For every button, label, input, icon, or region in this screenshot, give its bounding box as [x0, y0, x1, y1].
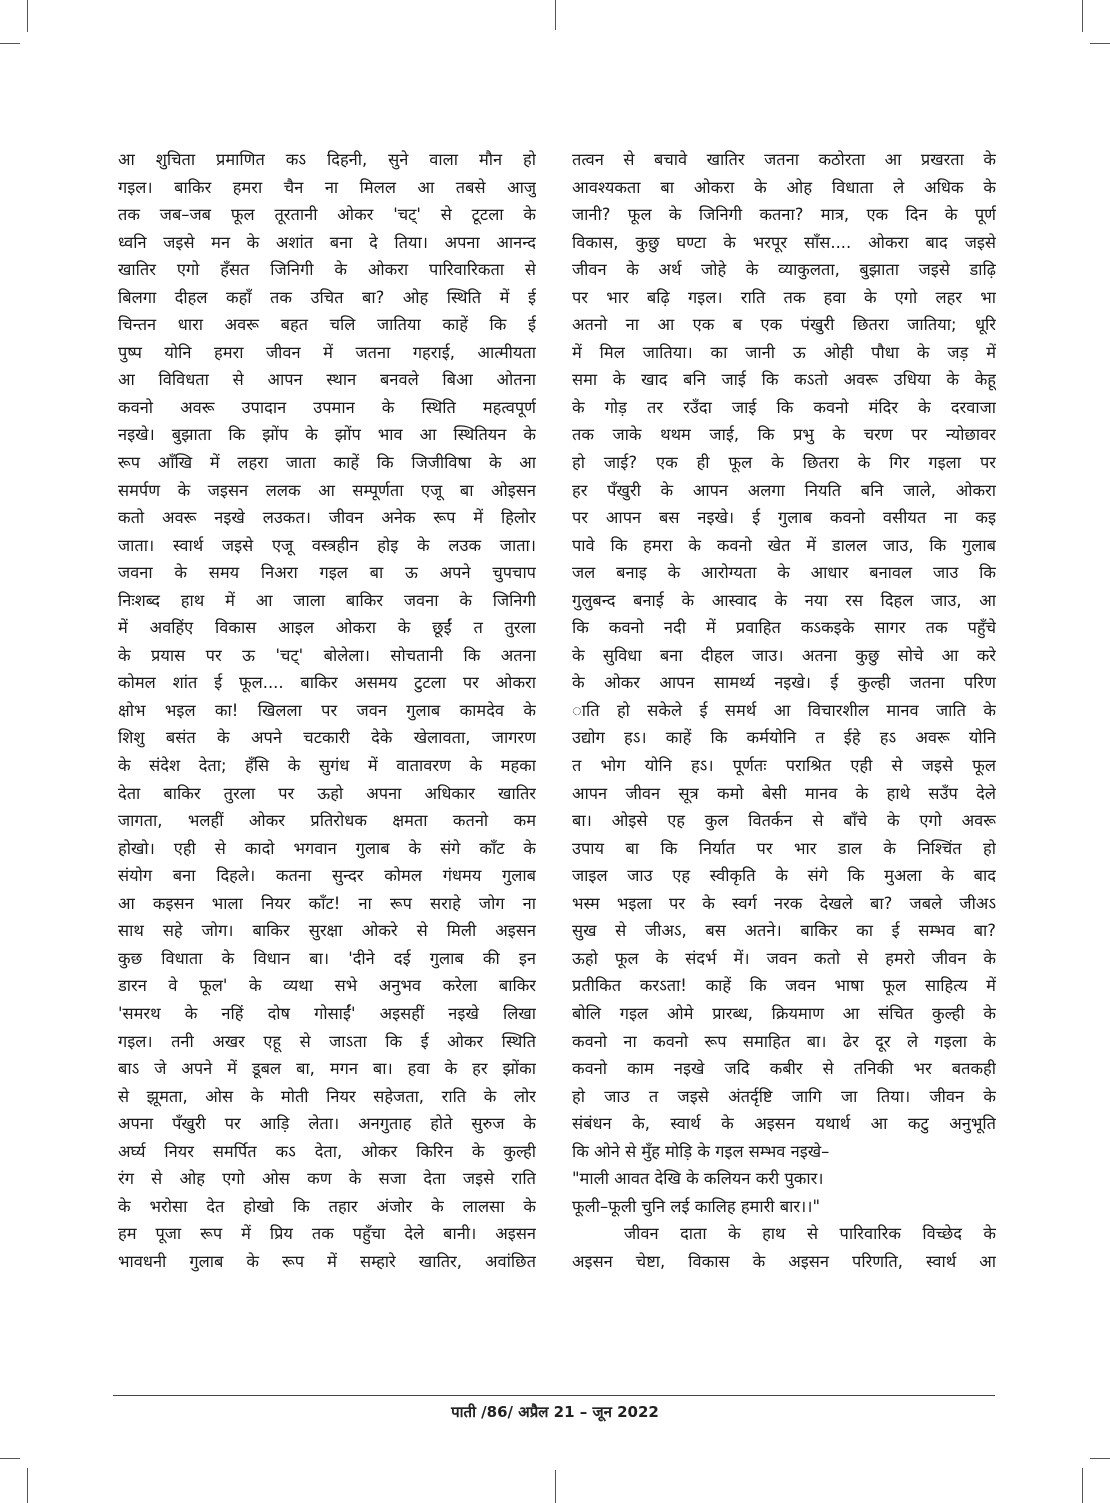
text-line: तक जब–जब फूल तूरतानी ओकर 'चट्' से टूटला के — [118, 205, 536, 225]
text-line: कि कवनो नदी में प्रवाहित कऽकइके सागर तक पहुँचे — [572, 618, 996, 638]
text-line: ध्वनि जइसे मन के अशांत बना दे तिया। अपना आनन्द — [118, 232, 536, 252]
text-line: आ विविधता से आपन स्थान बनवले बिआ ओतना — [118, 370, 536, 390]
text-line: कुछ विधाता के विधान बा। 'दीने दई गुलाब की इन — [118, 948, 536, 968]
left-text-column — [118, 146, 536, 1275]
text-line: संबंधन के, स्वार्थ के अइसन यथार्थ आ कटु अनुभूति — [572, 1114, 996, 1134]
footer-rule — [113, 1395, 995, 1396]
text-line: भस्म भइला पर के स्वर्ग नरक देखले बा? जबले जीअऽ — [572, 893, 996, 913]
text-line: तक जाके थथम जाई, कि प्रभु के चरण पर न्योछावर — [572, 425, 996, 445]
text-line: आवश्यकता बा ओकरा के ओह विधाता ले अधिक के — [572, 177, 996, 197]
text-line: बिलगा दीहल कहाँ तक उचित बा? ओह स्थिति में ई — [118, 287, 536, 307]
text-line: जाता। स्वार्थ जइसे एजू वस्त्रहीन होइ के लउक जाता। — [118, 535, 536, 555]
text-line: ऊहो फूल के संदर्भ में। जवन कतो से हमरो जीवन के — [572, 948, 996, 968]
text-line: के भरोसा देत होखो कि तहार अंजोर के लालसा के — [118, 1196, 536, 1216]
text-line: गुलुबन्द बनाई के आस्वाद के नया रस दिहल जाउ, आ — [572, 590, 996, 610]
text-line: भावधनी गुलाब के रूप में सम्हारे खातिर, अवांछित — [118, 1251, 536, 1271]
text-line: आ शुचिता प्रमाणित कऽ दिहनी, सुने वाला मौन हो — [118, 150, 536, 169]
text-line: कवनो काम नइखे जदि कबीर से तनिकी भर बतकही — [572, 1059, 996, 1079]
text-line: नइखे। बुझाता कि झोंप के झोंप भाव आ स्थितियन के — [118, 425, 536, 445]
text-line: बाऽ जे अपने में डूबल बा, मगन बा। हवा के हर झोंका — [118, 1059, 536, 1079]
text-line: हो जाई? एक ही फूल के छितरा के गिर गइला पर — [572, 453, 996, 473]
text-line: चिन्तन धारा अवरू बहत चलि जातिया काहें कि ई — [118, 315, 536, 335]
text-line: विकास, कुछु घण्टा के भरपूर साँस.... ओकरा बाद जइसे — [572, 232, 996, 252]
text-line: अपना पँखुरी पर आड़ि लेता। अनगुताह होते सुरुज के — [118, 1114, 536, 1134]
text-line: से झूमता, ओस के मोती नियर सहेजता, राति के लोर — [118, 1086, 536, 1106]
right-body-text — [572, 146, 996, 1165]
text-line: ाति हो सकेले ई समर्थ आ विचारशील मानव जाति के — [572, 700, 996, 720]
text-line: कि ओने से मुँह मोड़ि के गइल सम्भव नइखे– — [572, 1141, 830, 1161]
text-line: उद्योग हऽ। काहें कि कर्मयोनि त ईहे हऽ अवरू योनि — [572, 728, 996, 748]
text-line: अतनो ना आ एक ब एक पंखुरी छितरा जातिया; धूरि — [572, 315, 996, 335]
text-line: उपाय बा कि निर्यात पर भार डाल के निश्चिंत हो — [572, 838, 996, 858]
text-line: के गोड़ तर रउँदा जाई कि कवनो मंदिर के दरवाजा — [572, 397, 996, 417]
text-line: बा। ओइसे एह कुल वितर्कन से बाँचे के एगो अवरू — [572, 811, 996, 831]
text-line: प्रतीकित करऽता! काहें कि जवन भाषा फूल साहित्य में — [572, 976, 996, 996]
text-line: जीवन के अर्थ जोहे के व्याकुलता, बुझाता जइसे डाढ़ि — [572, 260, 996, 280]
text-line: हो जाउ त जइसे अंतर्दृष्टि जागि जा तिया। जीवन के — [572, 1086, 996, 1106]
text-line: 'समरथ के नहिं दोष गोसाईं' अइसहीं नइखे लिखा — [118, 1003, 536, 1023]
text-line: हर पँखुरी के आपन अलगा नियति बनि जाले, ओकरा — [572, 480, 996, 500]
text-line: क्षोभ भइल का! खिलला पर जवन गुलाब कामदेव के — [118, 700, 536, 720]
text-line: साथ सहे जोग। बाकिर सुरक्षा ओकरे से मिली अइसन — [118, 921, 536, 941]
text-line: रंग से ओह एगो ओस कण के सजा देता जइसे राति — [118, 1169, 536, 1189]
text-line: बोलि गइल ओमे प्रारब्ध, क्रियमाण आ संचित कुल्ही के — [572, 1003, 996, 1023]
text-line: "माली आवत देखि के कलियन करी पुकार। — [572, 1169, 824, 1189]
text-line: पर आपन बस नइखे। ई गुलाब कवनो वसीयत ना कइ — [572, 508, 996, 528]
page-footer: पाती /86/ अप्रैल 21 – जून 2022 — [451, 1403, 659, 1421]
crop-mark-bottom-right-h — [1090, 1458, 1110, 1459]
text-line: कोमल शांत ई फूल.... बाकिर असमय टुटला पर ओकरा — [118, 673, 536, 693]
text-line: जल बनाइ के आरोग्यता के आधार बनावल जाउ कि — [572, 563, 996, 583]
text-line: के ओकर आपन सामर्थ्य नइखे। ई कुल्ही जतना परिण — [572, 673, 996, 693]
text-line: पर भार बढ़ि गइल। राति तक हवा के एगो लहर भा — [572, 287, 996, 307]
text-line: तत्वन से बचावे खातिर जतना कठोरता आ प्रखरता के — [572, 150, 996, 169]
crop-mark-top-center — [555, 0, 556, 30]
crop-mark-bottom-left-h — [0, 1458, 20, 1459]
text-line: त भोग योनि हऽ। पूर्णतः पराश्रित एही से जइसे फूल — [572, 756, 996, 776]
text-line: डारन वे फूल' के व्यथा सभे अनुभव करेला बाकिर — [118, 976, 536, 996]
text-line: जीवन दाता के हाथ से पारिवारिक विच्छेद के — [624, 1224, 996, 1244]
text-line: पावे कि हमरा के कवनो खेत में डालल जाउ, कि गुलाब — [572, 535, 996, 555]
text-line: गइल। बाकिर हमरा चैन ना मिलल आ तबसे आजु — [118, 177, 536, 197]
text-line: निःशब्द हाथ में आ जाला बाकिर जवना के जिनिगी — [118, 590, 536, 610]
crop-mark-bottom-center — [555, 1470, 556, 1503]
text-line: हम पूजा रूप में प्रिय तक पहुँचा देले बानी। अइसन — [118, 1224, 536, 1244]
text-line: में मिल जातिया। का जानी ऊ ओही पौधा के जड़ में — [572, 342, 996, 362]
crop-mark-bottom-left-v — [27, 1468, 28, 1503]
crop-mark-top-right-h — [1090, 43, 1110, 44]
text-line: के प्रयास पर ऊ 'चट्' बोलेला। सोचतानी कि अतना — [118, 645, 536, 665]
quote-block — [572, 1165, 996, 1220]
text-line: संयोग बना दिहले। कतना सुन्दर कोमल गंधमय गुलाब — [118, 866, 536, 886]
text-line: रूप आँखि में लहरा जाता काहें कि जिजीविषा के आ — [118, 453, 536, 473]
text-line: आपन जीवन सूत्र कमो बेसी मानव के हाथे सउँप देले — [572, 783, 996, 803]
text-line: आ कइसन भाला नियर काँट! ना रूप सराहे जोग ना — [118, 893, 536, 913]
text-line: अइसन चेष्टा, विकास के अइसन परिणति, स्वार्थ आ — [572, 1251, 996, 1271]
text-line: कवनो ना कवनो रूप समाहित बा। ढेर दूर ले गइला के — [572, 1031, 996, 1051]
text-line: पुष्प योनि हमरा जीवन में जतना गहराई, आत्मीयता — [118, 342, 536, 362]
text-line: जवना के समय निअरा गइल बा ऊ अपने चुपचाप — [118, 563, 536, 583]
text-line: जाइल जाउ एह स्वीकृति के संगे कि मुअला के बाद — [572, 866, 996, 886]
text-line: फूली–फूली चुनि लई कालिह हमारी बार।।" — [572, 1196, 821, 1216]
text-line: जागता, भलहीं ओकर प्रतिरोधक क्षमता कतनो कम — [118, 811, 536, 831]
text-line: अर्घ्य नियर समर्पित कऽ देता, ओकर किरिन के कुल्ही — [118, 1141, 536, 1161]
text-line: समर्पण के जइसन ललक आ सम्पूर्णता एजू बा ओइसन — [118, 480, 536, 500]
text-line: कवनो अवरू उपादान उपमान के स्थिति महत्वपूर्ण — [118, 397, 536, 417]
text-line: शिशु बसंत के अपने चटकारी देके खेलावता, जागरण — [118, 728, 536, 748]
text-line: खातिर एगो हँसत जिनिगी के ओकरा पारिवारिकता से — [118, 260, 536, 280]
text-line: समा के खाद बनि जाई कि कऽतो अवरू उधिया के केहू — [572, 370, 996, 390]
crop-mark-top-left-v — [27, 0, 28, 32]
text-line: सुख से जीअऽ, बस अतने। बाकिर का ई सम्भव बा? — [572, 921, 996, 941]
crop-mark-bottom-right-v — [1082, 1468, 1083, 1503]
text-line: में अवहिंए विकास आइल ओकरा के छूईं त तुरला — [118, 618, 536, 638]
text-line: गइल। तनी अखर एहू से जाऽता कि ई ओकर स्थिति — [118, 1031, 536, 1051]
text-line: के सुविधा बना दीहल जाउ। अतना कुछु सोचे आ करे — [572, 645, 996, 665]
right-tail-paragraph — [572, 1220, 996, 1275]
crop-mark-top-left-h — [0, 43, 20, 44]
text-line: देता बाकिर तुरला पर ऊहो अपना अधिकार खातिर — [118, 783, 536, 803]
text-line: होखो। एही से कादो भगवान गुलाब के संगे काँट के — [118, 838, 536, 858]
text-line: के संदेश देता; हँसि के सुगंध में वातावरण के महका — [118, 756, 536, 776]
text-line: जानी? फूल के जिनिगी कतना? मात्र, एक दिन के पूर्ण — [572, 205, 996, 225]
text-line: कतो अवरू नइखे लउकत। जीवन अनेक रूप में हिलोर — [118, 508, 536, 528]
crop-mark-top-right-v — [1082, 0, 1083, 32]
right-text-column — [572, 146, 996, 1275]
